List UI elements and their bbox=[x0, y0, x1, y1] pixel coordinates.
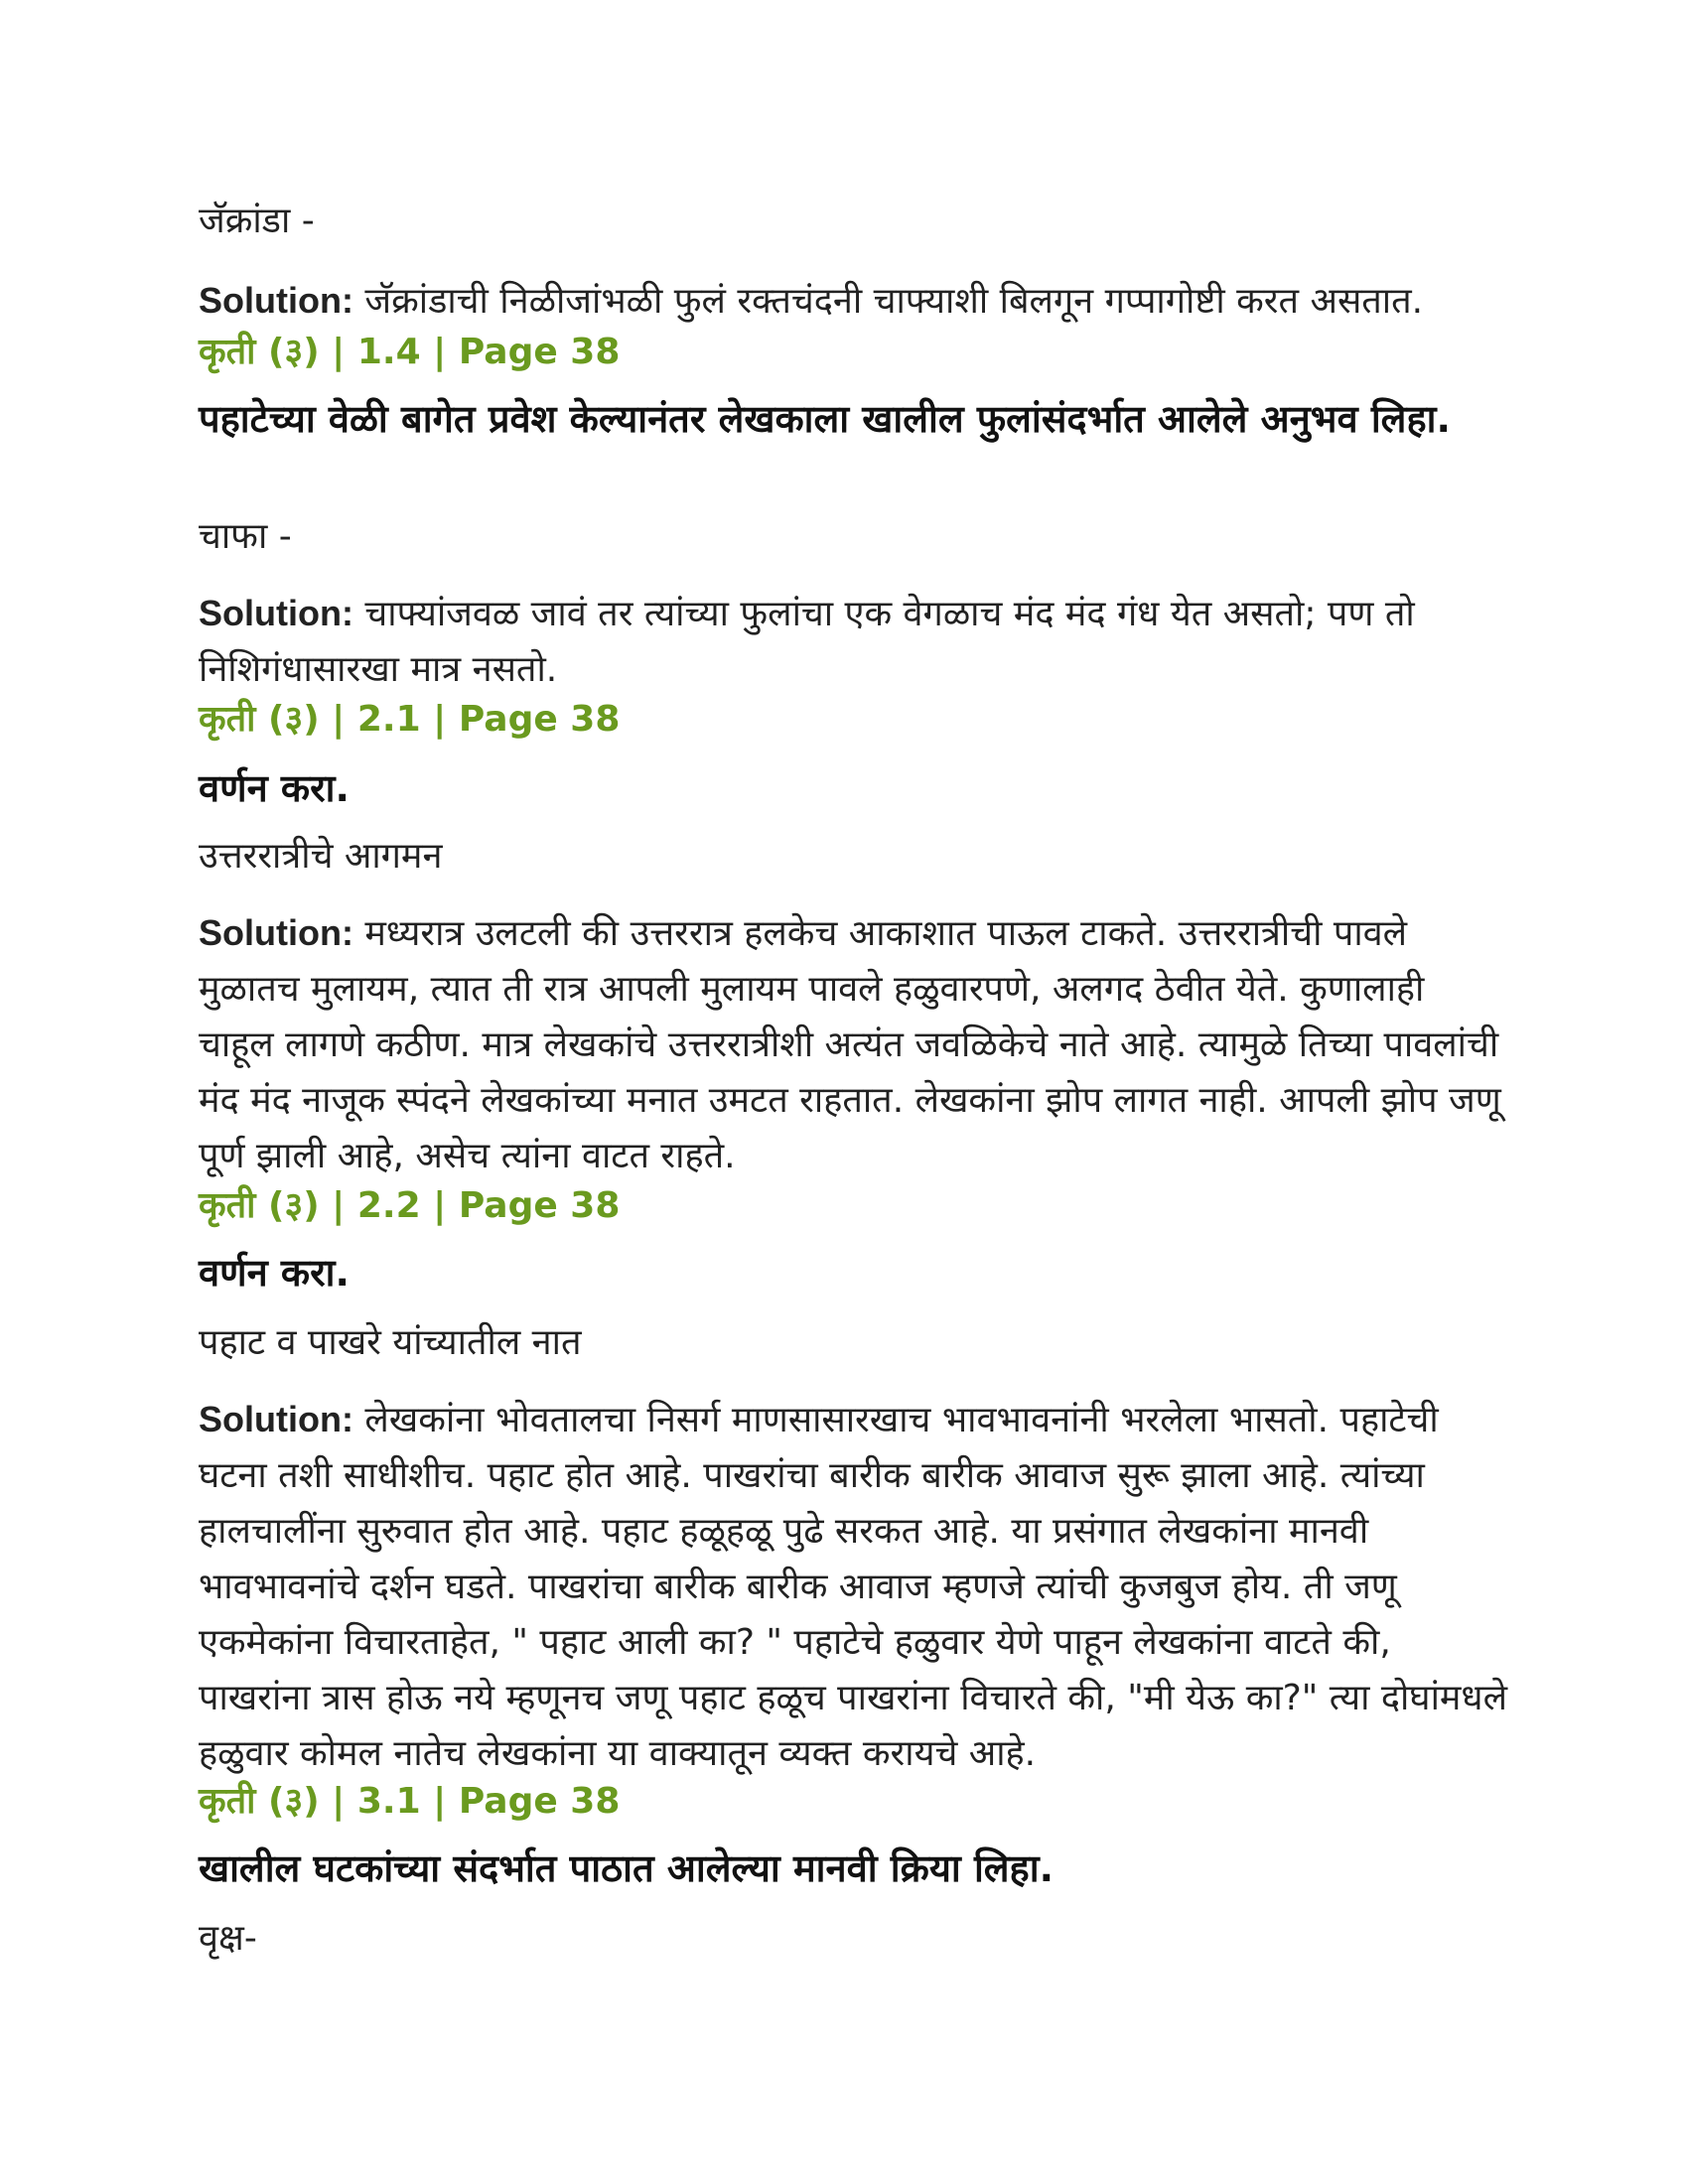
solution-text: लेखकांना भोवतालचा निसर्ग माणसासारखाच भावभावनांनी भरलेला भासतो. पहाटेची घटना तशी साधीशीच. पहाट होत आहे. पाखरांचा बारीक बारीक आवाज सुरू झाला आहे. त्यांच्या हालचालींना सुरुवात होत आहे. पहाट हळूहळू पुढे सरकत आहे. या प्रसंगात लेखकांना मानवी भावभावनांचे दर्शन घडते. पाखरांचा बारीक बारीक आवाज म्हणजे त्यांची कुजबुज होय. ती जणू एकमेकांना विचारताहेत, " पहाट आली का? " पहाटेचे हळुवार येणे पाहून लेखकांना वाटते की, पाखरांना त्रास होऊ नये म्हणूनच जणू पहाट हळूच पाखरांना विचारते की, "मी येऊ का?" त्या दोघांमधले हळुवार कोमल नातेच लेखकांना या वाक्यातून व्यक्त करायचे आहे. bbox=[199, 1400, 1507, 1774]
solution-uttararatra bbox=[199, 905, 1509, 1184]
prompt-chafa: चाफा - bbox=[199, 516, 292, 557]
prompt-uttararatra: उत्तररात्रीचे आगमन bbox=[199, 836, 443, 877]
prompt-jacaranda: जॅक्रांडा - bbox=[199, 201, 315, 241]
section-heading-2-2[interactable]: कृती (३) | 2.2 | Page 38 bbox=[199, 1185, 621, 1226]
section-heading-1-4[interactable]: कृती (३) | 1.4 | Page 38 bbox=[199, 332, 621, 372]
solution-pahat-pakhare bbox=[199, 1392, 1509, 1782]
solution-label: Solution: bbox=[199, 1399, 353, 1439]
solution-text: मध्यरात्र उलटली की उत्तररात्र हलकेच आकाशात पाऊल टाकते. उत्तररात्रीची पावले मुळातच मुलायम, त्यात ती रात्र आपली मुलायम पावले हळुवारपणे, अलगद ठेवीत येते. कुणालाही चाहूल लागणे कठीण. मात्र लेखकांचे उत्तररात्रीशी अत्यंत जवळिकेचे नाते आहे. त्यामुळे तिच्या पावलांची मंद मंद नाजूक स्पंदने लेखकांच्या मनात उमटत राहतात. लेखकांना झोप लागत नाही. आपली झोप जणू पूर्ण झाली आहे, असेच त्यांना वाटत राहते. bbox=[199, 913, 1501, 1176]
prompt-vruksha: वृक्ष- bbox=[199, 1918, 257, 1959]
prompt-pahat-pakhare: पहाट व पाखरे यांच्यातील नात bbox=[199, 1322, 582, 1363]
solution-jacaranda bbox=[199, 273, 1509, 330]
solution-text: जॅक्रांडाची निळीजांभळी फुलं रक्तचंदनी चाफ्याशी बिलगून गप्पागोष्टी करत असतात. bbox=[352, 281, 1424, 322]
section-heading-3-1[interactable]: कृती (३) | 3.1 | Page 38 bbox=[199, 1781, 621, 1822]
solution-chafa bbox=[199, 586, 1509, 698]
section-heading-2-1[interactable]: कृती (३) | 2.1 | Page 38 bbox=[199, 699, 621, 740]
question-3-1: खालील घटकांच्या संदर्भात पाठात आलेल्या मानवी क्रिया लिहा. bbox=[199, 1846, 1055, 1890]
solution-text: चाफ्यांजवळ जावं तर त्यांच्या फुलांचा एक वेगळाच मंद मंद गंध येत असतो; पण तो निशिगंधासारखा मात्र नसतो. bbox=[199, 594, 1415, 690]
question-1-4: पहाटेच्या वेळी बागेत प्रवेश केल्यानंतर लेखकाला खालील फुलांसंदर्भात आलेले अनुभव लिहा. bbox=[199, 397, 1451, 441]
solution-label: Solution: bbox=[199, 912, 353, 953]
question-2-1: वर्णन करा. bbox=[199, 766, 350, 810]
solution-label: Solution: bbox=[199, 280, 353, 321]
question-2-2: वर्णन करा. bbox=[199, 1251, 350, 1295]
solution-label: Solution: bbox=[199, 593, 353, 633]
